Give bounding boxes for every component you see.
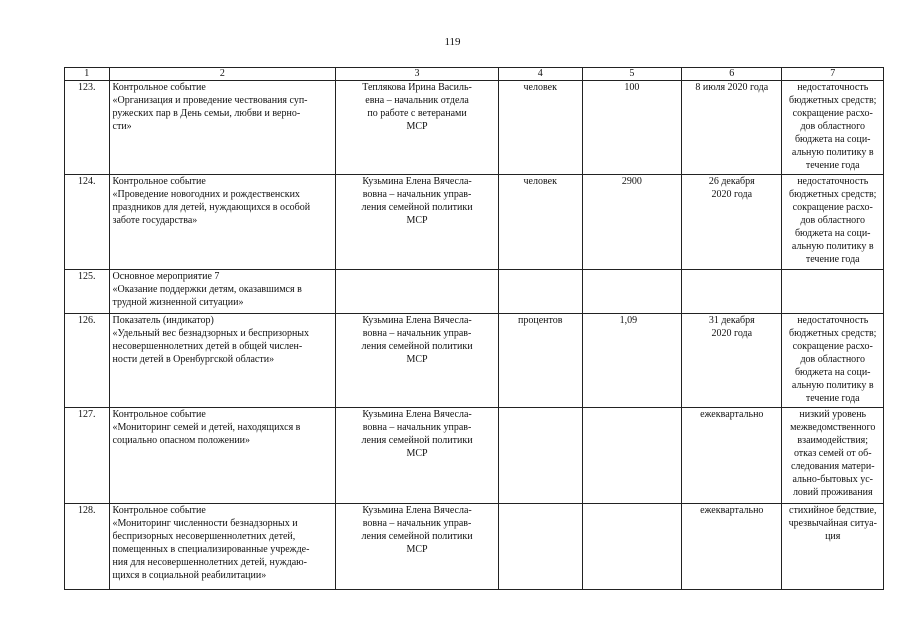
row-responsible: Кузьмина Елена Вячесла- вовна – начальник управ- ления семейной политики МСР xyxy=(336,175,499,270)
row-description: Контрольное событие «Проведение новогодних и рождественских праздников для детей, нуждающихся в особой заботе государства» xyxy=(109,175,336,270)
row-date: 8 июля 2020 года xyxy=(682,81,782,175)
row-responsible: Кузьмина Елена Вячесла- вовна – начальник управ- ления семейной политики МСР xyxy=(336,408,499,504)
table-row xyxy=(65,314,884,408)
header-col-2: 2 xyxy=(109,68,336,81)
row-description: Контрольное событие «Мониторинг семей и детей, находящихся в социально опасном положении» xyxy=(109,408,336,504)
row-number: 123. xyxy=(65,81,110,175)
table-row xyxy=(65,81,884,175)
row-unit xyxy=(498,504,582,590)
row-date: ежеквартально xyxy=(682,408,782,504)
row-risks: недостаточность бюджетных средств; сокращение расхо- дов областного бюджета на соци- альную политику в течение года xyxy=(782,81,884,175)
row-value: 2900 xyxy=(582,175,681,270)
row-description: Показатель (индикатор) «Удельный вес безнадзорных и беспризорных несовершеннолетних детей в общей числен- ности детей в Оренбургской области» xyxy=(109,314,336,408)
row-unit: процентов xyxy=(498,314,582,408)
row-number: 125. xyxy=(65,270,110,314)
table-row xyxy=(65,408,884,504)
row-description: Основное мероприятие 7 «Оказание поддержки детям, оказавшимся в трудной жизненной ситуации» xyxy=(109,270,336,314)
row-risks: недостаточность бюджетных средств; сокращение расхо- дов областного бюджета на соци- альную политику в течение года xyxy=(782,175,884,270)
header-col-5: 5 xyxy=(582,68,681,81)
row-date xyxy=(682,270,782,314)
table-row xyxy=(65,270,884,314)
program-events-table xyxy=(64,67,884,590)
table-row xyxy=(65,504,884,590)
row-unit: человек xyxy=(498,81,582,175)
table-row xyxy=(65,175,884,270)
header-col-6: 6 xyxy=(682,68,782,81)
row-responsible: Кузьмина Елена Вячесла- вовна – начальник управ- ления семейной политики МСР xyxy=(336,504,499,590)
header-col-1: 1 xyxy=(65,68,110,81)
table-header-row xyxy=(65,68,884,81)
row-description: Контрольное событие «Организация и проведение чествования суп- ружеских пар в День семьи, любви и верно- сти» xyxy=(109,81,336,175)
row-value xyxy=(582,270,681,314)
row-risks: низкий уровень межведомственного взаимодействия; отказ семей от об- следования матери- ально-бытовых ус- ловий проживания xyxy=(782,408,884,504)
page-number: 119 xyxy=(444,36,461,48)
row-responsible xyxy=(336,270,499,314)
row-value: 100 xyxy=(582,81,681,175)
header-col-3: 3 xyxy=(336,68,499,81)
row-date: 26 декабря 2020 года xyxy=(682,175,782,270)
row-value xyxy=(582,504,681,590)
header-col-4: 4 xyxy=(498,68,582,81)
row-risks: стихийное бедствие, чрезвычайная ситуа- ция xyxy=(782,504,884,590)
row-unit xyxy=(498,408,582,504)
row-number: 126. xyxy=(65,314,110,408)
row-description: Контрольное событие «Мониторинг численности безнадзорных и беспризорных несовершеннолетних детей, помещенных в специализированные учрежде- ния для несовершеннолетних детей, нуждаю- щихся в социальной реабилитации» xyxy=(109,504,336,590)
row-responsible: Теплякова Ирина Василь- евна – начальник отдела по работе с ветеранами МСР xyxy=(336,81,499,175)
row-risks: недостаточность бюджетных средств; сокращение расхо- дов областного бюджета на соци- альную политику в течение года xyxy=(782,314,884,408)
row-value: 1,09 xyxy=(582,314,681,408)
row-responsible: Кузьмина Елена Вячесла- вовна – начальник управ- ления семейной политики МСР xyxy=(336,314,499,408)
row-risks xyxy=(782,270,884,314)
row-number: 128. xyxy=(65,504,110,590)
row-value xyxy=(582,408,681,504)
row-unit xyxy=(498,270,582,314)
row-number: 124. xyxy=(65,175,110,270)
header-col-7: 7 xyxy=(782,68,884,81)
row-unit: человек xyxy=(498,175,582,270)
row-date: ежеквартально xyxy=(682,504,782,590)
row-date: 31 декабря 2020 года xyxy=(682,314,782,408)
row-number: 127. xyxy=(65,408,110,504)
